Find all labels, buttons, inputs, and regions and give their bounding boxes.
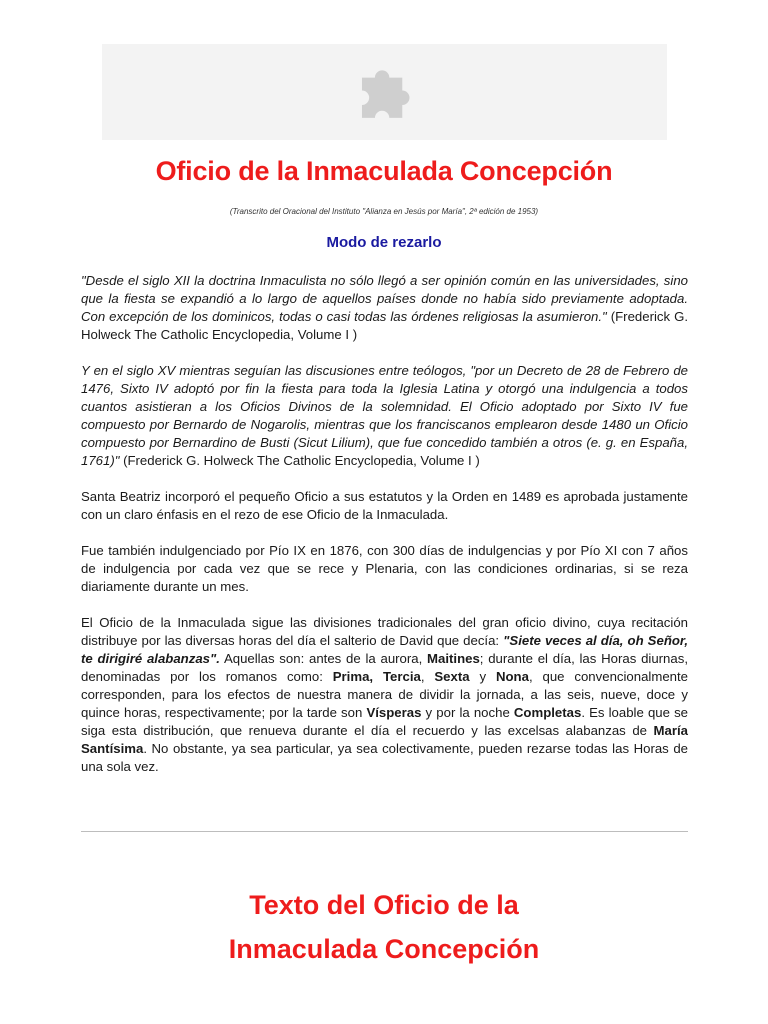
text-span: . Es loable que se siga esta distribución, que renueva durante el día el recuerdo y las excelsas alabanzas de <box>81 705 688 738</box>
horizontal-divider <box>81 831 688 832</box>
puzzle-piece-icon <box>349 56 421 128</box>
quote-text: "Desde el siglo XII la doctrina Inmaculista no sólo llegó a ser opinión común en las universidades, sino que la fiesta se expandió a lo largo de aquellos países donde no había sido previamente adoptada. Con excepción de los dominicos, todas o casi todas las órdenes religiosas la asumieron." <box>81 273 688 324</box>
text-span: El Oficio de la Inmaculada sigue las divisiones tradicionales del gran oficio divino, cuya recitación distribuye por las diversas horas del día el salterio de David que decía: <box>81 615 688 648</box>
term-visperas: Vísperas <box>366 705 422 720</box>
paragraph-3: Santa Beatriz incorporó el pequeño Oficio a sus estatutos y la Orden en 1489 es aprobada justamente con un claro énfasis en el rezo de ese Oficio de la Inmaculada. <box>81 489 688 522</box>
article-body <box>81 272 688 794</box>
text-span: y <box>469 669 496 684</box>
text-span: , <box>420 669 435 684</box>
text-span: ; durante el día, las Horas diurnas, denominadas por los romanos como: <box>81 651 688 684</box>
paragraph-1 <box>81 272 688 344</box>
paragraph-5 <box>81 614 688 776</box>
term-nona: Nona <box>495 669 529 684</box>
section-title-line-2: Inmaculada Concepción <box>228 934 540 964</box>
text-span: , que convencionalmente corresponden, para los efectos de nuestra manera de dividir la jornada, a las seis, nueve, doce y quince horas, respectivamente; por la tarde son <box>81 669 689 720</box>
quote-source: (Frederick G. Holweck The Catholic Encyclopedia, Volume I ) <box>81 309 688 342</box>
page-title: Oficio de la Inmaculada Concepción <box>155 156 613 186</box>
term-sexta: Sexta <box>434 669 470 684</box>
psalm-quote: "Siete veces al día, oh Señor, te dirigiré alabanzas". <box>81 633 688 666</box>
paragraph-4: Fue también indulgenciado por Pío IX en 1876, con 300 días de indulgencias y por Pío XI con 7 años de indulgencia por cada vez que se rece y Plenaria, con las condiciones ordinarias, si se reza diariamente durante un mes. <box>81 543 688 594</box>
quote-text: Y en el siglo XV mientras seguían las discusiones entre teólogos, "por un Decreto de 28 de Febrero de 1476, Sixto IV adoptó por fin la fiesta para toda la Iglesia Latina y otorgó una indulgencia a todos cuantos asistieran a los Oficios Divinos de la solemnidad. El Oficio adoptado por Sixto IV fue compuesto por Bernardo de Nogarolis, mientras que los franciscanos emplearon desde 1480 un Oficio compuesto por Bernardino de Busti (Sicut Lilium), que fue concedido también a otros (e. g. en España, 1761)" <box>81 363 688 468</box>
section-title-line-1: Texto del Oficio de la <box>249 890 519 920</box>
term-completas: Completas <box>513 705 582 720</box>
term-maria-santisima: María Santísima <box>81 723 688 756</box>
source-credit: (Transcrito del Oracional del Instituto "Alianza en Jesús por María", 2ª edición de 1953) <box>229 207 539 216</box>
quote-source: (Frederick G. Holweck The Catholic Encyclopedia, Volume I ) <box>119 453 480 468</box>
text-span: . No obstante, ya sea particular, ya sea colectivamente, pueden rezarse todas las Horas de una sola vez. <box>81 741 688 774</box>
term-prima-tercia: Prima, Tercia <box>332 669 421 684</box>
section-subheading: Modo de rezarlo <box>326 234 442 251</box>
term-maitines: Maitines <box>427 651 480 666</box>
text-span: Aquellas son: antes de la aurora, <box>219 651 428 666</box>
paragraph-2 <box>81 362 688 470</box>
section-title <box>0 883 768 971</box>
text-span: y por la noche <box>421 705 514 720</box>
image-placeholder <box>102 44 667 140</box>
